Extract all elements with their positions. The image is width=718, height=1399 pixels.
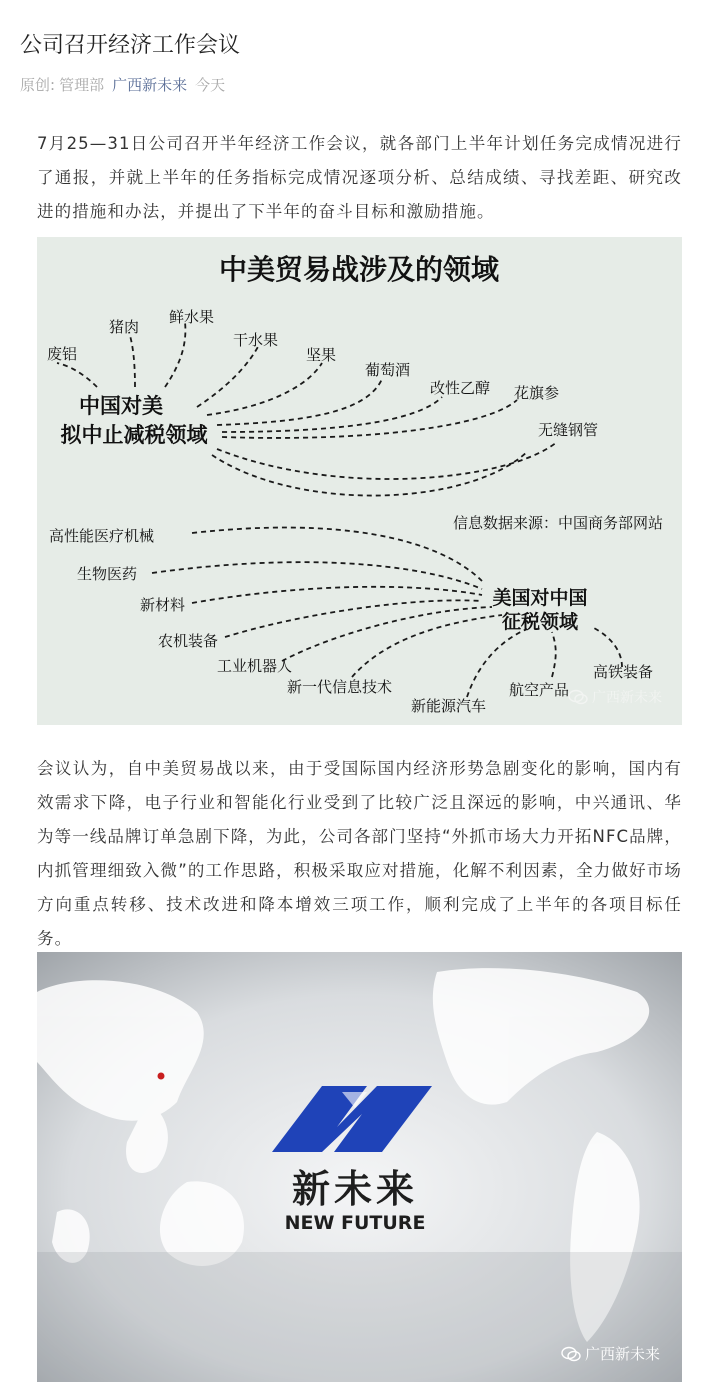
us-item: 新材料: [140, 596, 186, 614]
paragraph-1: 7月25—31日公司召开半年经济工作会议，就各部门上半年计划任务完成情况进行了通报，并就上半年的任务指标完成情况逐项分析、总结成绩、寻找差距、研究改进的措施和办法，并提出了下半年的奋斗目标和激励措施。: [37, 134, 682, 221]
article-meta: [20, 74, 225, 96]
us-item: 新能源汽车: [411, 697, 487, 715]
publish-time: 今天: [195, 76, 226, 94]
china-hub-line-1: 中国对美: [79, 394, 163, 418]
account-link[interactable]: 广西新未来: [112, 76, 188, 94]
us-item: 新一代信息技术: [287, 678, 393, 696]
company-logo-photo: [37, 952, 682, 1382]
china-item: 废铝: [47, 345, 78, 363]
us-item: 工业机器人: [217, 657, 293, 675]
china-item: 猪肉: [109, 318, 140, 336]
us-item: 农机装备: [158, 632, 219, 650]
infographic-canvas: [37, 237, 682, 725]
us-hub-line-1: 美国对中国: [492, 587, 588, 609]
paragraph-2: 会议认为，自中美贸易战以来，由于受国际国内经济形势急剧变化的影响，国内有效需求下降，电子行业和智能化行业受到了比较广泛且深远的影响，中兴通讯、华为等一线品牌订单急剧下降，为此，公司各部门坚持“外抓市场大力开拓NFC品牌，内抓管理细致入微”的工作思路，积极采取应对措施，化解不利因素，全力做好市场方向重点转移、技术改进和降本增效三项工作，顺利完成了上半年的各项目标任务。: [37, 759, 682, 948]
china-hub-line-2: 拟中止减税领域: [60, 423, 208, 447]
article-title: 公司召开经济工作会议: [20, 33, 241, 58]
china-item: 鲜水果: [169, 308, 215, 326]
us-hub-line-2: 征税领域: [501, 611, 579, 633]
china-item: 无缝钢管: [538, 421, 599, 439]
photo-watermark: [561, 1343, 660, 1364]
china-item: 葡萄酒: [365, 361, 411, 379]
figure-watermark-text: 广西新未来: [592, 690, 662, 706]
trade-war-infographic: [37, 237, 682, 725]
china-item: 干水果: [233, 331, 279, 349]
figure-title: 中美贸易战涉及的领域: [218, 253, 500, 286]
photo-canvas: [37, 952, 682, 1382]
photo-watermark-text: 广西新未来: [584, 1345, 660, 1363]
figure-watermark: [568, 687, 662, 707]
location-marker: [158, 1073, 165, 1080]
us-item: 航空产品: [509, 681, 570, 699]
us-item: 高铁装备: [593, 663, 654, 681]
connector-lines: [57, 322, 622, 697]
wechat-icon: [561, 1346, 581, 1362]
source-note: 信息数据来源：中国商务部网站: [452, 514, 663, 532]
original-label: 原创:: [20, 76, 56, 94]
author-name[interactable]: 管理部: [59, 76, 105, 94]
brand-name-cn: 新未来: [291, 1167, 419, 1211]
us-item: 高性能医疗机械: [49, 527, 155, 545]
brand-name-en: NEW FUTURE: [284, 1212, 426, 1234]
china-item: 坚果: [306, 346, 337, 364]
wechat-icon: [568, 689, 588, 705]
china-items: [47, 308, 598, 439]
china-item: 花旗参: [514, 384, 560, 402]
us-item: 生物医药: [77, 565, 138, 583]
china-item: 改性乙醇: [430, 379, 491, 397]
